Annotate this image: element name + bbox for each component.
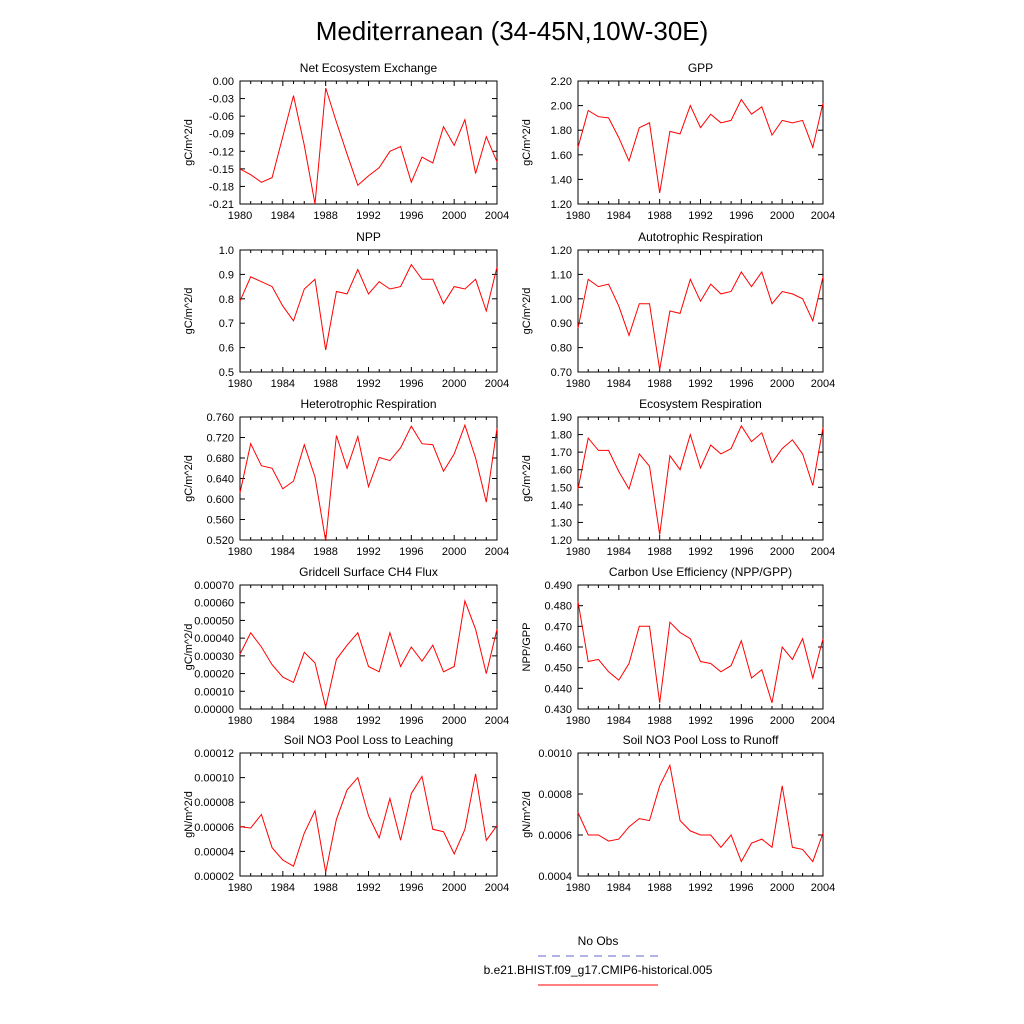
y-tick-label-0: 1.20: [550, 535, 572, 547]
y-tick-label-0: 0.00000: [194, 704, 234, 716]
x-tick-label-1984: 1984: [270, 210, 296, 222]
x-tick-label-2000: 2000: [441, 715, 467, 727]
x-tick-label-1984: 1984: [270, 882, 296, 894]
y-tick-label-2: -0.15: [208, 163, 234, 176]
y-axis-label-soil-no3-pool-loss-to-runoff: gN/m^2/d: [521, 791, 533, 838]
y-tick-label-5: 1.70: [550, 447, 572, 460]
x-tick-label-1992: 1992: [688, 882, 713, 894]
x-tick-label-1996: 1996: [729, 882, 754, 894]
y-tick-label-1: 0.80: [550, 342, 572, 355]
x-tick-label-1980: 1980: [227, 715, 253, 727]
y-tick-label-3: 0.460: [544, 642, 572, 654]
x-tick-label-1996: 1996: [399, 378, 424, 390]
y-tick-label-4: 0.00010: [194, 772, 234, 785]
y-tick-label-4: 1.60: [550, 464, 572, 477]
x-tick-label-1984: 1984: [606, 210, 632, 222]
y-tick-label-2: 1.60: [550, 149, 572, 162]
y-tick-label-2: 0.7: [218, 318, 234, 331]
y-tick-label-0: -0.21: [208, 199, 234, 211]
y-tick-label-0: 0.5: [218, 367, 234, 379]
panel-title-gridcell-surface-ch4-flux: Gridcell Surface CH4 Flux: [299, 565, 438, 579]
panel-title-ecosystem-respiration: Ecosystem Respiration: [639, 397, 762, 411]
y-tick-label-1: 1.30: [550, 517, 572, 530]
y-tick-label-1: 0.560: [206, 514, 234, 527]
x-tick-label-1996: 1996: [729, 378, 754, 390]
y-tick-label-3: 0.00030: [194, 650, 234, 663]
y-tick-label-0: 0.430: [544, 704, 572, 716]
x-tick-label-2004: 2004: [810, 546, 836, 558]
y-tick-label-0: 0.520: [206, 535, 234, 547]
y-tick-label-5: 1.0: [218, 245, 234, 257]
panel-title-autotrophic-respiration: Autotrophic Respiration: [638, 230, 763, 244]
x-tick-label-1984: 1984: [270, 546, 296, 558]
x-tick-label-2000: 2000: [441, 378, 467, 390]
y-tick-label-3: 0.00008: [194, 797, 234, 810]
y-axis-label-autotrophic-respiration: gC/m^2/d: [521, 287, 533, 335]
panel-title-gpp: GPP: [687, 61, 714, 75]
y-tick-label-1: 0.0006: [538, 830, 572, 842]
y-tick-label-2: 0.450: [544, 662, 572, 675]
y-tick-label-1: 0.00004: [194, 846, 234, 859]
y-tick-label-0: 1.20: [550, 199, 572, 211]
y-axis-label-net-ecosystem-exchange: gC/m^2/d: [183, 119, 195, 166]
x-tick-label-2000: 2000: [441, 210, 467, 222]
x-tick-label-1984: 1984: [606, 715, 632, 727]
y-axis-label-gridcell-surface-ch4-flux: gC/m^2/d: [183, 623, 195, 671]
y-tick-label-4: 0.00040: [194, 633, 234, 646]
x-tick-label-2004: 2004: [484, 210, 510, 222]
y-tick-label-5: 0.480: [544, 600, 572, 613]
y-tick-label-3: 0.640: [206, 473, 234, 486]
x-tick-label-2004: 2004: [810, 378, 836, 390]
y-tick-label-1: 0.6: [218, 342, 234, 355]
y-tick-label-0: 0.0004: [538, 871, 572, 883]
x-tick-label-2000: 2000: [769, 715, 795, 727]
y-tick-label-6: -0.03: [208, 93, 234, 106]
y-tick-label-5: 0.00050: [194, 615, 234, 628]
y-tick-label-1: 0.440: [544, 683, 572, 696]
y-tick-label-6: 0.490: [544, 580, 572, 592]
x-tick-label-1980: 1980: [565, 378, 591, 390]
x-tick-label-1996: 1996: [399, 546, 424, 558]
x-tick-label-1984: 1984: [606, 378, 632, 390]
x-tick-label-1980: 1980: [565, 546, 591, 558]
y-tick-label-3: 0.0010: [538, 748, 572, 760]
x-tick-label-2004: 2004: [484, 546, 510, 558]
x-tick-label-2004: 2004: [484, 882, 510, 894]
y-tick-label-1: 0.00010: [194, 686, 234, 699]
x-tick-label-1988: 1988: [647, 546, 672, 558]
x-tick-label-1988: 1988: [313, 546, 338, 558]
y-tick-label-4: 0.680: [206, 453, 234, 465]
x-tick-label-1996: 1996: [729, 210, 754, 222]
legend-label-model-run: b.e21.BHIST.f09_g17.CMIP6-historical.005: [483, 963, 713, 977]
x-tick-label-2000: 2000: [769, 546, 795, 558]
x-tick-label-1980: 1980: [227, 546, 253, 558]
x-tick-label-1992: 1992: [688, 715, 713, 727]
y-tick-label-4: 0.9: [218, 269, 234, 282]
x-tick-label-1984: 1984: [270, 378, 296, 390]
y-axis-label-heterotrophic-respiration: gC/m^2/d: [183, 455, 195, 502]
x-tick-label-1984: 1984: [270, 715, 296, 727]
figure-title: Mediterranean (34-45N,10W-30E): [315, 16, 709, 46]
x-tick-label-2004: 2004: [484, 378, 510, 390]
x-tick-label-1988: 1988: [647, 882, 672, 894]
panel-title-carbon-use-efficiency-npp-gpp: Carbon Use Efficiency (NPP/GPP): [608, 565, 793, 579]
x-tick-label-1996: 1996: [399, 210, 424, 222]
y-tick-label-0: 0.00002: [194, 871, 234, 883]
x-tick-label-1992: 1992: [356, 210, 381, 222]
x-tick-label-2004: 2004: [810, 210, 836, 222]
y-tick-label-6: 0.00060: [194, 597, 234, 610]
panel-title-npp: NPP: [356, 230, 381, 244]
y-axis-label-gpp: gC/m^2/d: [521, 119, 533, 166]
y-tick-label-5: 0.00012: [194, 748, 234, 760]
x-tick-label-1984: 1984: [606, 546, 632, 558]
x-tick-label-1992: 1992: [688, 378, 713, 390]
y-tick-label-2: 0.0008: [538, 789, 572, 801]
x-tick-label-2004: 2004: [810, 715, 836, 727]
x-tick-label-1996: 1996: [729, 546, 754, 558]
x-tick-label-1992: 1992: [688, 210, 713, 222]
y-axis-label-carbon-use-efficiency-npp-gpp: NPP/GPP: [521, 622, 533, 672]
x-tick-label-1996: 1996: [399, 882, 424, 894]
x-tick-label-1988: 1988: [313, 882, 338, 894]
x-tick-label-1992: 1992: [688, 546, 713, 558]
x-tick-label-1996: 1996: [399, 715, 424, 727]
y-tick-label-4: 2.00: [550, 100, 572, 113]
y-tick-label-7: 1.90: [550, 412, 572, 424]
x-tick-label-1980: 1980: [227, 882, 253, 894]
x-tick-label-1988: 1988: [647, 715, 672, 727]
y-tick-label-4: 1.10: [550, 269, 572, 282]
x-tick-label-1988: 1988: [313, 378, 338, 390]
x-tick-label-2000: 2000: [769, 210, 795, 222]
y-tick-label-1: -0.18: [208, 181, 234, 194]
x-tick-label-1992: 1992: [356, 715, 381, 727]
x-tick-label-1980: 1980: [227, 378, 253, 390]
y-tick-label-2: 0.00006: [194, 821, 234, 834]
y-tick-label-3: 1.00: [550, 293, 572, 306]
y-tick-label-3: 0.8: [218, 293, 234, 306]
y-tick-label-0: 0.70: [550, 367, 572, 379]
x-tick-label-1988: 1988: [647, 378, 672, 390]
panel-title-net-ecosystem-exchange: Net Ecosystem Exchange: [299, 61, 438, 75]
x-tick-label-1992: 1992: [356, 546, 381, 558]
y-tick-label-4: 0.470: [544, 621, 572, 634]
x-tick-label-1992: 1992: [356, 882, 381, 894]
x-tick-label-2000: 2000: [769, 882, 795, 894]
y-tick-label-2: 1.40: [550, 499, 572, 512]
x-tick-label-1984: 1984: [606, 882, 632, 894]
y-tick-label-5: 0.720: [206, 432, 234, 445]
y-tick-label-7: 0.00070: [194, 580, 234, 592]
x-tick-label-2004: 2004: [484, 715, 510, 727]
y-tick-label-3: 1.80: [550, 125, 572, 138]
x-tick-label-1988: 1988: [313, 715, 338, 727]
y-tick-label-2: 0.90: [550, 318, 572, 331]
x-tick-label-1980: 1980: [565, 882, 591, 894]
y-tick-label-4: -0.09: [208, 128, 234, 141]
y-tick-label-5: -0.06: [208, 111, 234, 124]
y-tick-label-2: 0.00020: [194, 668, 234, 681]
y-tick-label-5: 1.20: [550, 245, 572, 257]
x-tick-label-2000: 2000: [441, 882, 467, 894]
y-tick-label-7: 0.00: [212, 76, 234, 88]
y-tick-label-6: 0.760: [206, 412, 234, 424]
y-tick-label-3: -0.12: [208, 146, 234, 159]
y-tick-label-6: 1.80: [550, 429, 572, 442]
x-tick-label-1988: 1988: [647, 210, 672, 222]
x-tick-label-1980: 1980: [565, 210, 591, 222]
y-axis-label-ecosystem-respiration: gC/m^2/d: [521, 455, 533, 502]
y-axis-label-npp: gC/m^2/d: [183, 287, 195, 335]
x-tick-label-1996: 1996: [729, 715, 754, 727]
panel-title-soil-no3-pool-loss-to-leaching: Soil NO3 Pool Loss to Leaching: [283, 733, 454, 747]
legend-label-no-obs: No Obs: [577, 934, 619, 948]
panel-title-heterotrophic-respiration: Heterotrophic Respiration: [300, 397, 437, 411]
x-tick-label-2000: 2000: [441, 546, 467, 558]
y-tick-label-3: 1.50: [550, 482, 572, 495]
x-tick-label-1980: 1980: [565, 715, 591, 727]
x-tick-label-2000: 2000: [769, 378, 795, 390]
y-tick-label-1: 1.40: [550, 174, 572, 187]
y-tick-label-2: 0.600: [206, 494, 234, 506]
y-axis-label-soil-no3-pool-loss-to-leaching: gN/m^2/d: [183, 791, 195, 838]
x-tick-label-2004: 2004: [810, 882, 836, 894]
y-tick-label-5: 2.20: [550, 76, 572, 88]
panel-title-soil-no3-pool-loss-to-runoff: Soil NO3 Pool Loss to Runoff: [622, 733, 779, 747]
x-tick-label-1980: 1980: [227, 210, 253, 222]
x-tick-label-1992: 1992: [356, 378, 381, 390]
x-tick-label-1988: 1988: [313, 210, 338, 222]
